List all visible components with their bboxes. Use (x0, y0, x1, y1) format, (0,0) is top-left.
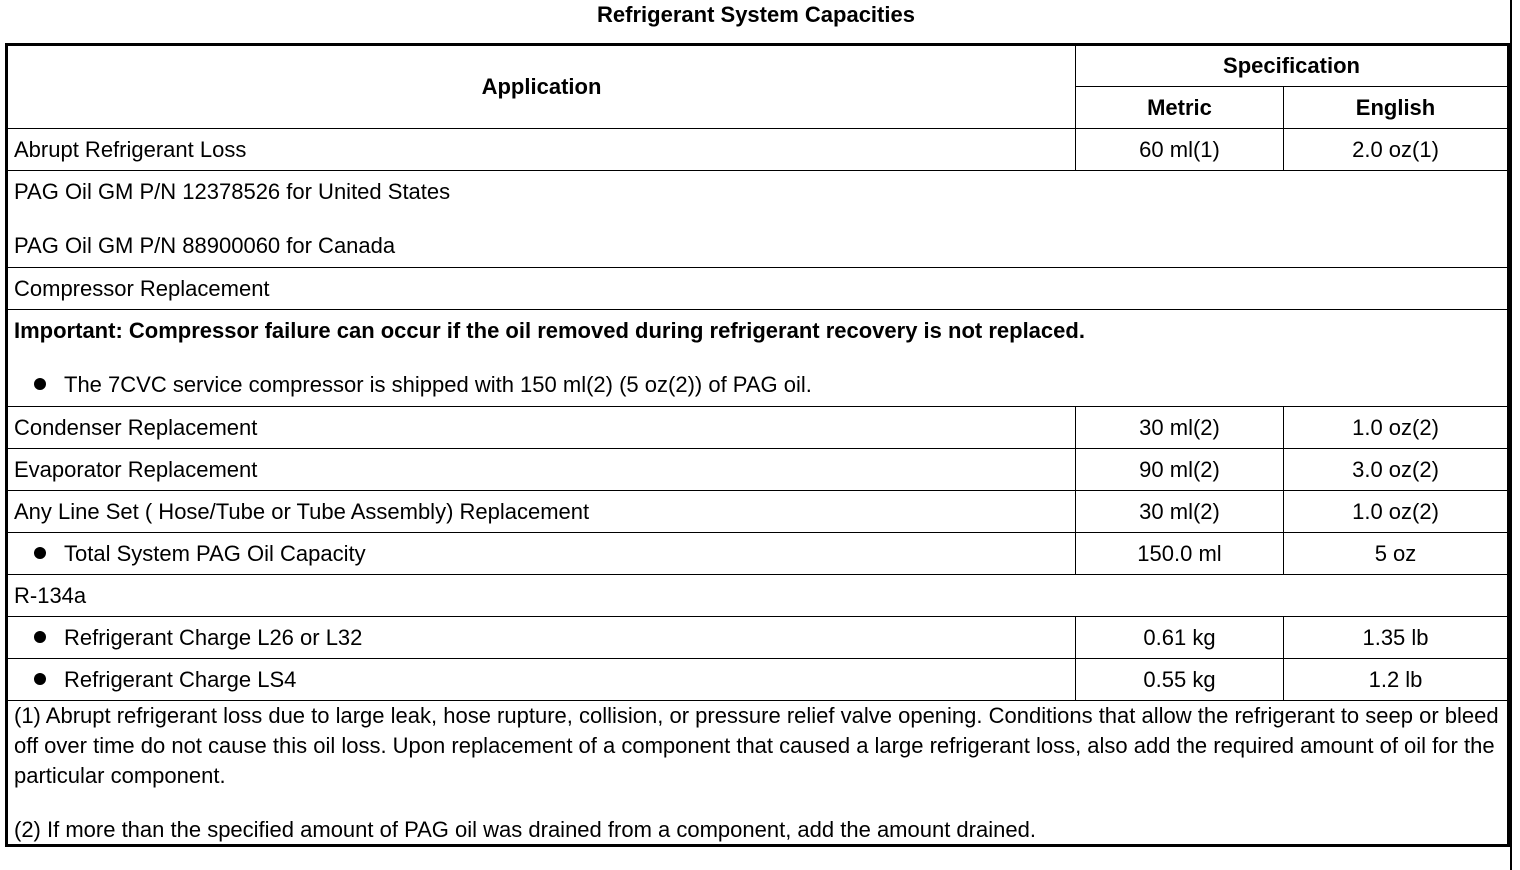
table-row (7, 407, 1509, 449)
bullet-icon (34, 378, 46, 390)
row-metric: 30 ml(2) (1076, 491, 1284, 533)
row-label: Total System PAG Oil Capacity (64, 540, 366, 566)
table-title: Refrigerant System Capacities (597, 2, 915, 27)
important-note: Important: Compressor failure can occur if the oil removed during refrigerant recovery is not replaced. (14, 318, 1085, 343)
row-english: 2.0 oz(1) (1284, 129, 1509, 171)
row-label: Abrupt Refrigerant Loss (7, 129, 1076, 171)
row-label: Refrigerant Charge L26 or L32 (64, 624, 363, 650)
bullet-icon (34, 547, 46, 559)
table-row (7, 617, 1509, 659)
row-english: 3.0 oz(2) (1284, 449, 1509, 491)
row-label: Evaporator Replacement (7, 449, 1076, 491)
table-row (7, 533, 1509, 575)
row-english: 1.35 lb (1284, 617, 1509, 659)
row-metric: 0.61 kg (1076, 617, 1284, 659)
table-row (7, 129, 1509, 171)
pag-oil-cell (7, 171, 1509, 268)
refrigerant-type: R-134a (7, 575, 1509, 617)
row-metric: 30 ml(2) (1076, 407, 1284, 449)
row-metric: 60 ml(1) (1076, 129, 1284, 171)
row-metric: 90 ml(2) (1076, 449, 1284, 491)
table-row (7, 449, 1509, 491)
row-english: 1.2 lb (1284, 659, 1509, 701)
capacities-table (5, 43, 1510, 847)
row-label: Condenser Replacement (7, 407, 1076, 449)
row-english: 1.0 oz(2) (1284, 491, 1509, 533)
row-label-cell (7, 533, 1076, 575)
pag-oil-us: PAG Oil GM P/N 12378526 for United States (14, 179, 451, 204)
shipped-note: The 7CVC service compressor is shipped with 150 ml(2) (5 oz(2)) of PAG oil. (64, 372, 812, 397)
row-label: Any Line Set ( Hose/Tube or Tube Assembly) Replacement (7, 491, 1076, 533)
important-cell (7, 310, 1509, 407)
footnotes-cell (7, 701, 1509, 846)
bullet-icon (34, 631, 46, 643)
header-application: Application (7, 45, 1076, 129)
header-specification: Specification (1076, 45, 1509, 87)
row-metric: 150.0 ml (1076, 533, 1284, 575)
row-english: 1.0 oz(2) (1284, 407, 1509, 449)
pag-oil-canada: PAG Oil GM P/N 88900060 for Canada (14, 233, 396, 258)
table-row (7, 491, 1509, 533)
footnote-1: (1) Abrupt refrigerant loss due to large leak, hose rupture, collision, or pressure relief valve opening. Conditions that allow the refrigerant to seep or bleed off over time do not cause this oil loss. Upon replacement of a component that caused a large refrigerant loss, also add the required amount of oil for the particular component. (14, 703, 1499, 788)
page-edge-line (1510, 0, 1512, 870)
table-row (7, 310, 1509, 407)
table-row (7, 268, 1509, 310)
table-row (7, 171, 1509, 268)
row-label-cell (7, 659, 1076, 701)
row-english: 5 oz (1284, 533, 1509, 575)
header-metric: Metric (1076, 87, 1284, 129)
table-row (7, 701, 1509, 846)
table-row (7, 575, 1509, 617)
footnote-2: (2) If more than the specified amount of PAG oil was drained from a component, add the amount drained. (14, 817, 1036, 842)
row-metric: 0.55 kg (1076, 659, 1284, 701)
bullet-icon (34, 673, 46, 685)
table-row (7, 659, 1509, 701)
row-label-cell (7, 617, 1076, 659)
row-label: Refrigerant Charge LS4 (64, 666, 297, 692)
compressor-replacement: Compressor Replacement (7, 268, 1509, 310)
header-english: English (1284, 87, 1509, 129)
